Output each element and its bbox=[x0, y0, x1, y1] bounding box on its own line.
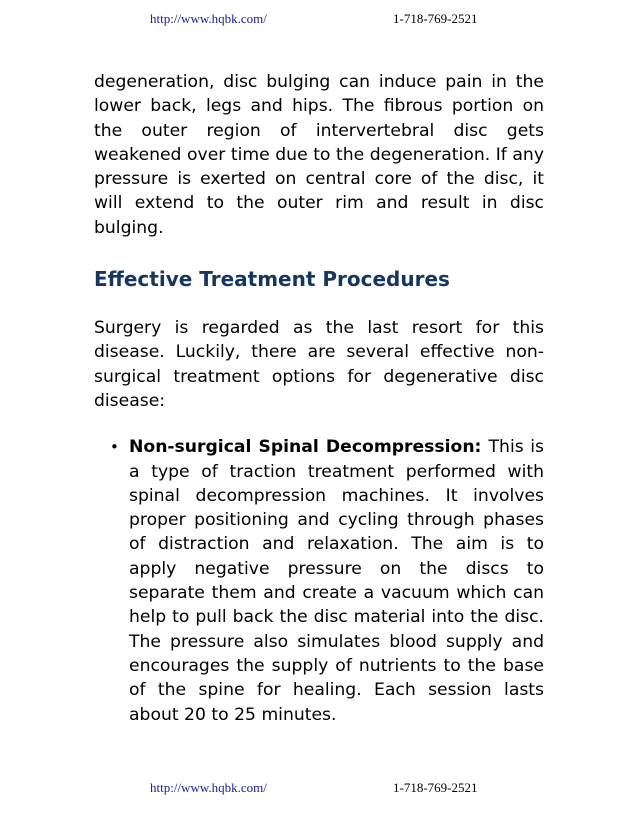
page-content bbox=[94, 70, 544, 727]
bullet-title: Non-surgical Spinal Decompression: bbox=[129, 437, 489, 458]
header-phone-number: 1-718-769-2521 bbox=[393, 11, 478, 26]
page-header bbox=[0, 11, 638, 31]
list-item bbox=[94, 435, 544, 727]
intro-paragraph: degeneration, disc bulging can induce pain in the lower back, legs and hips. The fibrous portion on the outer region of intervertebral disc gets weakened over time due to the degeneration. If any pressure is exerted on central core of the disc, it will extend to the outer rim and result in disc bulging. bbox=[94, 72, 544, 238]
bullet-text: This is a type of traction treatment performed with spinal decompression machines. It involves proper positioning and cycling through phases of distraction and relaxation. The aim is to apply negative pressure on the discs to separate them and create a vacuum which can help to pull back the disc material into the disc. The pressure also simulates blood supply and encourages the supply of nutrients to the base of the spine for healing. Each session lasts about 20 to 25 minutes. bbox=[129, 437, 544, 725]
treatment-list bbox=[94, 435, 544, 727]
bullet-icon: • bbox=[110, 438, 119, 457]
footer-url-link[interactable]: http://www.hqbk.com/ bbox=[150, 780, 267, 795]
section-heading: Effective Treatment Procedures bbox=[94, 267, 450, 292]
header-url-link[interactable]: http://www.hqbk.com/ bbox=[150, 11, 267, 26]
page-footer bbox=[0, 780, 638, 800]
footer-phone-number: 1-718-769-2521 bbox=[393, 780, 478, 795]
surgery-paragraph: Surgery is regarded as the last resort for this disease. Luckily, there are several effective non-surgical treatment options for degenerative disc disease: bbox=[94, 318, 544, 411]
